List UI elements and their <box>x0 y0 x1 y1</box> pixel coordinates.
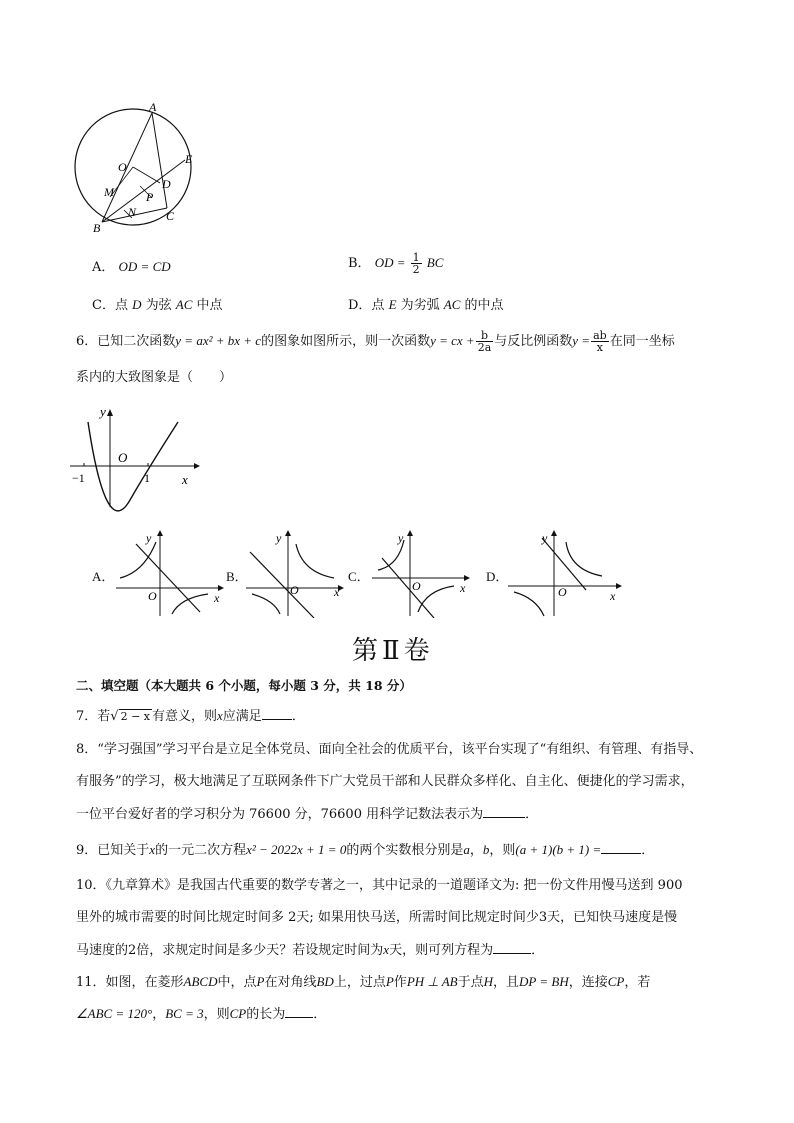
q6-line1: 6．已知二次函数y = ax² + bx + c的图象如图所示，则一次函数y = cx + $\frac{b}{2a}$ 与反比例函数y = $\frac{ab}{x}$ 在同一坐标 <box>76 329 675 354</box>
q5-option-b-frac: $\frac{1}{2}$ <box>412 251 420 276</box>
q6-option-b-graph <box>244 528 356 618</box>
svg-text:x: x <box>334 585 340 599</box>
svg-text:O: O <box>412 579 421 593</box>
segment-od <box>133 167 160 183</box>
q5-option-d: D．点 E 为劣弧 AC 的中点 <box>348 297 504 313</box>
svg-text:x: x <box>214 591 220 605</box>
graph-label-y: y <box>100 404 106 419</box>
svg-text:x: x <box>610 589 616 603</box>
q6-option-b-label: B． <box>226 569 248 584</box>
q5-option-a-expr: OD = CD <box>118 259 171 274</box>
label-m: M <box>104 185 114 199</box>
svg-text:y: y <box>542 531 548 545</box>
q10-answer-blank[interactable] <box>493 940 531 954</box>
part2-title: 第Ⅱ卷 <box>352 636 434 666</box>
q10-line3: 马速度的2倍，求规定时间是多少天？若设规定时间为x天，则可列方程为 ． <box>76 942 545 958</box>
label-d: D <box>162 177 171 191</box>
graph-label-neg1: −1 <box>72 471 85 485</box>
svg-text:x: x <box>460 581 466 595</box>
y-axis-arrow <box>107 409 113 416</box>
label-a: A <box>149 100 157 114</box>
graph-label-1: 1 <box>144 471 150 485</box>
svg-text:O: O <box>290 583 299 597</box>
svg-text:y: y <box>146 531 152 545</box>
segment-ab <box>102 113 152 222</box>
label-p: P <box>146 190 154 204</box>
q6-line2: 系内的大致图象是（ ） <box>76 370 233 385</box>
q11-line2: ∠ABC = 120°，BC = 3，则CP的长为 ． <box>76 1006 327 1022</box>
label-n: N <box>128 205 137 219</box>
parabola-graph <box>66 402 206 512</box>
x-axis-arrow <box>194 463 200 469</box>
graph-label-o: O <box>118 450 128 465</box>
circle-figure <box>60 100 220 240</box>
q6-option-a-graph <box>114 528 226 618</box>
q6-option-d-graph <box>506 528 626 618</box>
svg-text:y: y <box>398 531 404 545</box>
q9-answer-blank[interactable] <box>601 840 641 854</box>
q6-option-c-graph <box>370 528 482 618</box>
q10-line2: 里外的城市需要的时间比规定时间多 2天; 如果用快马送，所需时间比规定时间少3天，已知快马速度是慢 <box>76 910 678 925</box>
q11-line1: 11．如图，在菱形ABCD中，点P在对角线BD上，过点P作PH ⊥ AB于点H，且DP = BH，连接CP，若 <box>76 974 651 990</box>
svg-text:y: y <box>276 531 282 545</box>
q10-line1: 10．《九章算术》是我国古代重要的数学专著之一，其中记录的一道题译文为: 把一份文件用慢马送到 900 <box>76 878 683 893</box>
segment-ac <box>152 113 167 208</box>
q6-option-c-label: C． <box>348 569 370 584</box>
label-b: B <box>93 221 101 235</box>
svg-text:O: O <box>558 585 567 599</box>
svg-text:O: O <box>148 589 157 603</box>
q7-line: 7．若√ 2 − x 有意义，则x应满足 ． <box>76 708 305 724</box>
label-c: C <box>166 209 175 223</box>
label-e: E <box>185 152 193 166</box>
q8-line2: 有服务”的学习，极大地满足了互联网条件下广大党员干部和人民群众多样化、自主化、便捷化的学习需求， <box>76 774 694 789</box>
q6-option-d-label: D． <box>486 569 509 584</box>
section2-header: 二、填空题（本大题共 6 个小题，每小题 3 分，共 18 分） <box>76 678 412 693</box>
q11-answer-blank[interactable] <box>285 1004 313 1018</box>
q8-answer-blank[interactable] <box>483 804 525 818</box>
q7-answer-blank[interactable] <box>262 706 292 720</box>
q8-line1: 8．“学习强国”学习平台是立足全体党员、面向全社会的优质平台，该平台实现了“有组织、有管理、有指导、 <box>76 742 703 757</box>
q5-option-a: A． OD = CD <box>92 259 171 275</box>
q9-line: 9．已知关于x的一元二次方程x² − 2022x + 1 = 0的两个实数根分别是a，b，则(a + 1)(b + 1) = ． <box>76 842 655 858</box>
q6-option-a-label: A． <box>92 569 115 584</box>
q5-option-c: C．点 D 为弦 AC 中点 <box>92 297 223 313</box>
graph-label-x: x <box>182 472 188 487</box>
label-o: O <box>118 160 127 174</box>
q5-option-b: B． OD = $\frac{1}{2}$ BC <box>348 251 444 276</box>
q8-line3: 一位平台爱好者的学习积分为 76600 分，76600 用科学记数法表示为 ． <box>76 804 538 825</box>
